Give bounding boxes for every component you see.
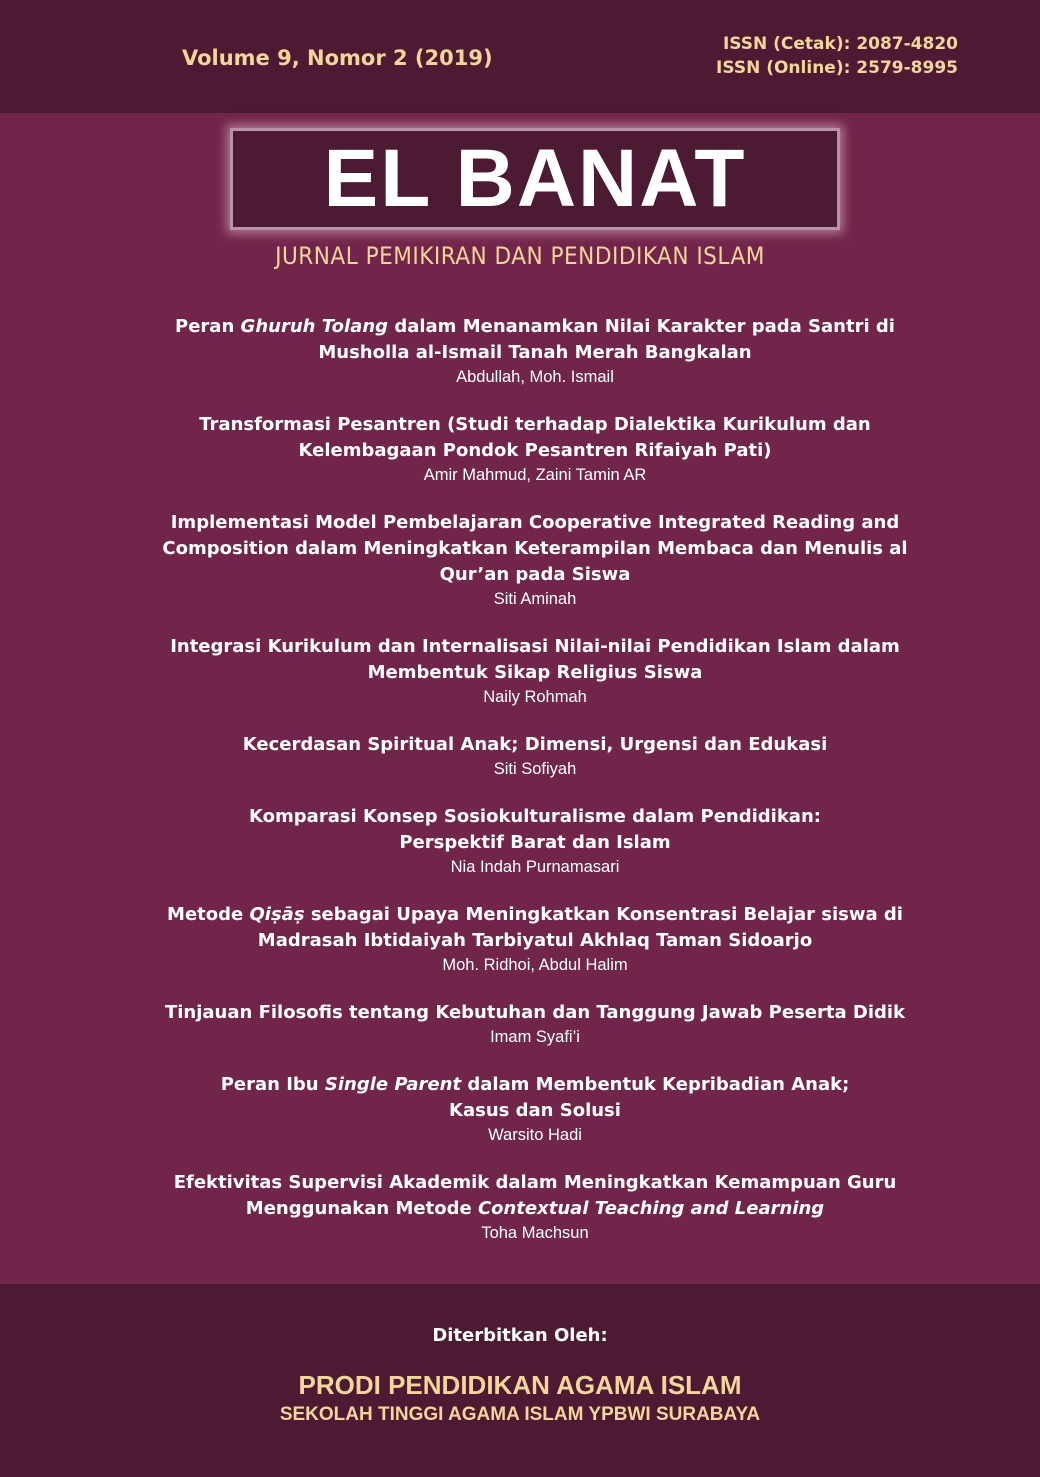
- article-authors: Siti Aminah: [493, 590, 577, 608]
- article-title-text: Kelembagaan Pondok Pesantren Rifaiyah Pati): [298, 440, 772, 461]
- article-title-italic: Single Parent: [324, 1074, 462, 1095]
- article-authors: Amir Mahmud, Zaini Tamin AR: [423, 466, 647, 484]
- article-title: [130, 732, 940, 758]
- issn-print: ISSN (Cetak): 2087-4820: [722, 34, 958, 54]
- article-title-text: Perspektif Barat dan Islam: [399, 832, 671, 853]
- volume-info: Volume 9, Nomor 2 (2019): [182, 46, 493, 70]
- article-title-text: dalam Membentuk Kepribadian Anak;: [461, 1074, 850, 1095]
- article-title-line: [130, 562, 940, 588]
- article-title-text: Implementasi Model Pembelajaran Cooperative Integrated Reading and: [170, 512, 900, 533]
- article-title-italic: Qiṣāṣ: [249, 904, 305, 925]
- article-title-text: Peran: [175, 316, 241, 337]
- article-title-text: Komparasi Konsep Sosiokulturalisme dalam Pendidikan:: [249, 806, 821, 827]
- article-title-text: Kasus dan Solusi: [449, 1100, 621, 1121]
- article-authors: Toha Machsun: [481, 1224, 589, 1242]
- article-title-line: [130, 314, 940, 340]
- article-title-line: [130, 438, 940, 464]
- article-title-text: Transformasi Pesantren (Studi terhadap Dialektika Kurikulum dan: [199, 414, 871, 435]
- article-title-italic: Ghuruh Tolang: [240, 316, 389, 337]
- article-entry: [130, 902, 940, 976]
- article-entry: [130, 1000, 940, 1048]
- article-title-text: Menggunakan Metode: [245, 1198, 478, 1219]
- article-authors: Nia Indah Purnamasari: [450, 858, 620, 876]
- article-title-text: Kecerdasan Spiritual Anak; Dimensi, Urgensi dan Edukasi: [242, 734, 828, 755]
- article-entry: [130, 634, 940, 708]
- article-title-text: Peran Ibu: [220, 1074, 325, 1095]
- article-title-line: [130, 902, 940, 928]
- article-title-text: Membentuk Sikap Religius Siswa: [367, 662, 703, 683]
- article-title-line: [130, 1098, 940, 1124]
- article-title-text: Musholla al-Ismail Tanah Merah Bangkalan: [318, 342, 752, 363]
- article-title-text: dalam Menanamkan Nilai Karakter pada Santri di: [388, 316, 895, 337]
- article-title-text: sebagai Upaya Meningkatkan Konsentrasi Belajar siswa di: [304, 904, 903, 925]
- issn-online: ISSN (Online): 2579-8995: [716, 58, 958, 78]
- issn-block: [716, 32, 958, 80]
- article-title-text: Metode: [167, 904, 250, 925]
- article-title: [130, 510, 940, 588]
- journal-title-box: [230, 128, 840, 230]
- article-title-line: [130, 536, 940, 562]
- article-title-line: [130, 1170, 940, 1196]
- institution-name: SEKOLAH TINGGI AGAMA ISLAM YPBWI SURABAYA: [279, 1404, 761, 1425]
- published-by-label: Diterbitkan Oleh:: [432, 1325, 608, 1346]
- article-title: [130, 902, 940, 954]
- article-title-line: [130, 660, 940, 686]
- article-entry: [130, 1072, 940, 1146]
- article-title-text: Efektivitas Supervisi Akademik dalam Meningkatkan Kemampuan Guru: [173, 1172, 897, 1193]
- publisher-name: PRODI PENDIDIKAN AGAMA ISLAM: [298, 1370, 742, 1400]
- article-title-line: [130, 1000, 940, 1026]
- article-entry: [130, 732, 940, 780]
- article-entry: [130, 804, 940, 878]
- article-title: [130, 1072, 940, 1124]
- article-title-text: Madrasah Ibtidaiyah Tarbiyatul Akhlaq Taman Sidoarjo: [257, 930, 813, 951]
- article-title: [130, 804, 940, 856]
- article-title-line: [130, 634, 940, 660]
- article-title-line: [130, 928, 940, 954]
- article-title-line: [130, 340, 940, 366]
- article-title: [130, 412, 940, 464]
- article-title-text: Integrasi Kurikulum dan Internalisasi Nilai-nilai Pendidikan Islam dalam: [170, 636, 900, 657]
- article-entry: [130, 1170, 940, 1244]
- article-title: [130, 1000, 940, 1026]
- article-title-line: [130, 804, 940, 830]
- article-title-text: Composition dalam Meningkatkan Keterampilan Membaca dan Menulis al: [162, 538, 908, 559]
- article-title-line: [130, 732, 940, 758]
- article-title-line: [130, 1072, 940, 1098]
- article-title: [130, 634, 940, 686]
- article-title-line: [130, 1196, 940, 1222]
- article-authors: Moh. Ridhoi, Abdul Halim: [442, 956, 628, 974]
- article-title: [130, 314, 940, 366]
- article-title-line: [130, 830, 940, 856]
- article-entry: [130, 412, 940, 486]
- article-title-text: Qur’an pada Siswa: [439, 564, 631, 585]
- journal-subtitle: JURNAL PEMIKIRAN DAN PENDIDIKAN ISLAM: [275, 242, 765, 270]
- article-title-line: [130, 412, 940, 438]
- article-entry: [130, 314, 940, 388]
- article-entry: [130, 510, 940, 610]
- article-title: [130, 1170, 940, 1222]
- journal-title: EL BANAT: [323, 133, 747, 224]
- article-title-italic: Contextual Teaching and Learning: [477, 1198, 825, 1219]
- article-authors: Imam Syafi’i: [490, 1028, 580, 1046]
- article-authors: Siti Sofiyah: [493, 760, 577, 778]
- article-title-text: Tinjauan Filosofis tentang Kebutuhan dan Tanggung Jawab Peserta Didik: [164, 1002, 906, 1023]
- article-authors: Abdullah, Moh. Ismail: [456, 368, 614, 386]
- article-authors: Warsito Hadi: [488, 1126, 582, 1144]
- article-authors: Naily Rohmah: [483, 688, 587, 706]
- table-of-contents: [130, 314, 940, 1268]
- article-title-line: [130, 510, 940, 536]
